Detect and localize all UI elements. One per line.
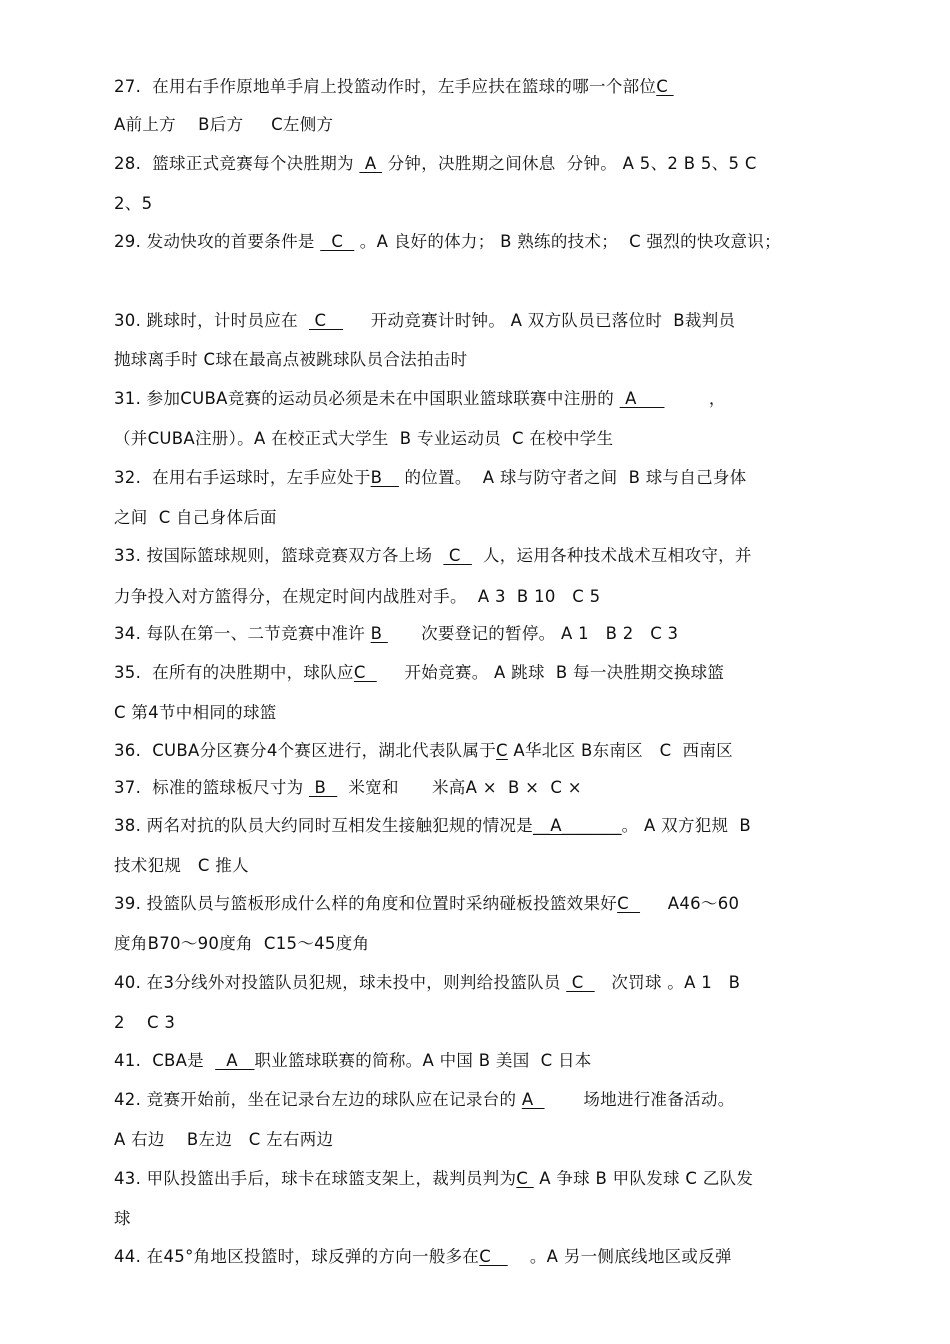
text-line: 43. 甲队投篮出手后，球卡在球篮支架上，裁判员判为C A 争球 B 甲队发球 C 乙队发 xyxy=(114,1169,754,1188)
answer-blank: A xyxy=(619,389,665,408)
text-line: A前上方 B后方 C左侧方 xyxy=(114,115,334,134)
text-line: 29. 发动快攻的首要条件是 C 。A 良好的体力； B 熟练的技术； C 强烈的快攻意识； xyxy=(114,232,781,251)
text-line: 39. 投篮队员与篮板形成什么样的角度和位置时采纳碰板投篮效果好C A46～60 xyxy=(114,894,740,913)
text-line: 抛球离手时 C球在最高点被跳球队员合法拍击时 xyxy=(114,350,468,369)
text-line: 41. CBA是 A 职业篮球联赛的简称。A 中国 B 美国 C 日本 xyxy=(114,1051,592,1070)
text-line: 30. 跳球时，计时员应在 C 开动竞赛计时钟。 A 双方队员已落位时 B裁判员 xyxy=(114,311,736,330)
answer-blank: A xyxy=(521,1090,545,1109)
text-line: 33. 按国际篮球规则，篮球竞赛双方各上场 C 人，运用各种技术战术互相攻守，并 xyxy=(114,546,752,565)
answer-blank: C xyxy=(320,232,355,251)
text-line: 之间 C 自己身体后面 xyxy=(114,508,277,527)
answer-blank: C xyxy=(617,894,641,913)
text-line: 34. 每队在第一、二节竞赛中准许 B 次要登记的暂停。 A 1 B 2 C 3 xyxy=(114,624,679,643)
text-line: A 右边 B左边 C 左右两边 xyxy=(114,1130,334,1149)
answer-blank: C xyxy=(443,546,472,565)
text-line: 36. CUBA分区赛分4个赛区进行，湖北代表队属于C A华北区 B东南区 C 西南区 xyxy=(114,741,733,760)
answer-blank: C xyxy=(353,663,377,682)
text-line: 2、5 xyxy=(114,194,153,213)
answer-blank: C xyxy=(308,311,343,330)
answer-blank: B xyxy=(308,778,338,797)
answer-blank: C xyxy=(516,1169,534,1188)
answer-blank: __A_______ xyxy=(533,816,622,835)
text-line: 技术犯规 C 推人 xyxy=(114,856,249,875)
text-line: 32. 在用右手运球时，左手应处于B 的位置。 A 球与防守者之间 B 球与自己身体 xyxy=(114,468,747,487)
answer-blank: A xyxy=(215,1051,255,1070)
text-line: （并CUBA注册）。A 在校正式大学生 B 专业运动员 C 在校中学生 xyxy=(114,429,614,448)
answer-blank: C xyxy=(479,1247,508,1266)
text-line: 2 C 3 xyxy=(114,1013,176,1032)
answer-blank: C xyxy=(656,77,674,96)
answer-blank: C xyxy=(566,973,595,992)
text-line: 度角B70～90度角 C15～45度角 xyxy=(114,934,370,953)
text-line: 38. 两名对抗的队员大约同时互相发生接触犯规的情况是__A_______。 A 双方犯规 B xyxy=(114,816,752,835)
text-line: 42. 竞赛开始前，坐在记录台左边的球队应在记录台的 A 场地进行准备活动。 xyxy=(114,1090,735,1109)
text-line: 31. 参加CUBA竞赛的运动员必须是未在中国职业篮球联赛中注册的 A ， xyxy=(114,389,726,408)
text-line: 35. 在所有的决胜期中，球队应C 开始竞赛。 A 跳球 B 每一决胜期交换球篮 xyxy=(114,663,725,682)
text-line: 44. 在45°角地区投篮时，球反弹的方向一般多在C 。A 另一侧底线地区或反弹 xyxy=(114,1247,732,1266)
answer-blank: A xyxy=(359,154,383,173)
answer-blank: C xyxy=(496,741,508,760)
text-line: 28. 篮球正式竞赛每个决胜期为 A 分钟，决胜期之间休息 分钟。 A 5、2 B 5、5 C xyxy=(114,154,757,173)
text-line: C 第4节中相同的球篮 xyxy=(114,703,277,722)
text-line: 40. 在3分线外对投篮队员犯规，球未投中，则判给投篮队员 C 次罚球 。A 1 B xyxy=(114,973,741,992)
text-line: 力争投入对方篮得分，在规定时间内战胜对手。 A 3 B 10 C 5 xyxy=(114,587,601,606)
answer-blank: B xyxy=(370,468,399,487)
answer-blank: B xyxy=(370,624,388,643)
text-line: 球 xyxy=(114,1209,131,1228)
text-line: 37. 标准的篮球板尺寸为 B 米宽和 米高A × B × C × xyxy=(114,778,582,797)
text-line: 27. 在用右手作原地单手肩上投篮动作时，左手应扶在篮球的哪一个部位C xyxy=(114,77,674,96)
